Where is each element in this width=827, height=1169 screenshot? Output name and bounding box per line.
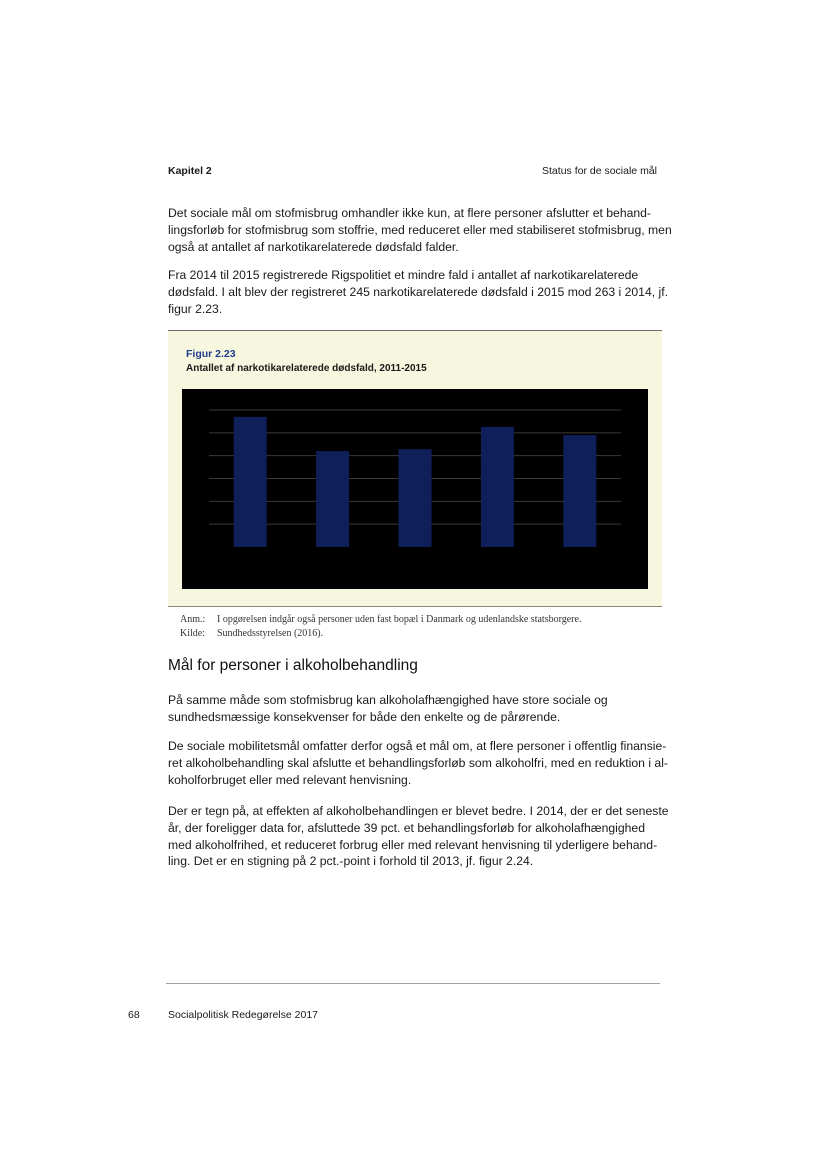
text-line: med alkoholfrihed, et reduceret forbrug eller med relevant henvisning til yderligere behand-	[168, 837, 658, 852]
intro-paragraph-2	[168, 267, 668, 317]
figure-label: Figur 2.23	[186, 348, 236, 360]
text-line: lingsforløb for stofmisbrug som stoffrie, med reduceret eller med stabiliseret stofmisbrug, men	[168, 222, 672, 237]
text-line: Fra 2014 til 2015 registrerede Rigspolitiet et mindre fald i antallet af narkotikarelaterede	[168, 268, 639, 282]
text-line: år, der foreligger data for, afsluttede 39 pct. et behandlingsforløb for alkoholafhængighed	[168, 820, 645, 835]
text-line: ret alkoholbehandling skal afslutte et behandlingsforløb som alkoholfri, med en reduktion i al-	[168, 755, 668, 770]
body-paragraph-1	[168, 692, 660, 726]
text-line: dødsfald. I alt blev der registreret 245 narkotikarelaterede dødsfald i 2015 mod 263 i 2014, jf.	[168, 284, 668, 299]
publication-title: Socialpolitisk Redegørelse 2017	[168, 1009, 318, 1021]
page-number: 68	[128, 1009, 140, 1021]
source-text: Sundhedsstyrelsen (2016).	[217, 628, 324, 639]
chart-bar-2015	[563, 435, 596, 547]
text-line: Det sociale mål om stofmisbrug omhandler ikke kun, at flere personer afslutter et behand-	[168, 206, 651, 220]
intro-paragraph-1	[168, 205, 672, 255]
body-paragraph-3	[168, 803, 669, 870]
body-paragraph-2	[168, 738, 668, 788]
text-line: På samme måde som stofmisbrug kan alkoholafhængighed have store sociale og	[168, 693, 608, 707]
text-line: også at antallet af narkotikarelaterede dødsfald falder.	[168, 239, 459, 254]
text-line: sundhedsmæssige konsekvenser for både den enkelte og de pårørende.	[168, 709, 561, 724]
text-line: Der er tegn på, at effekten af alkoholbehandlingen er blevet bedre. I 2014, der er det seneste	[168, 804, 669, 818]
figure-title: Antallet af narkotikarelaterede dødsfald, 2011-2015	[186, 363, 427, 374]
text-line: De sociale mobilitetsmål omfatter derfor også et mål om, at flere personer i offentlig finansie-	[168, 739, 667, 753]
note-text: I opgørelsen indgår også personer uden fast bopæl i Danmark og udenlandske statsborgere.	[217, 614, 582, 625]
source-key: Kilde:	[180, 628, 205, 639]
text-line: figur 2.23.	[168, 301, 223, 316]
chart-bar-2014	[481, 427, 514, 547]
figure-source	[180, 627, 323, 641]
bar-chart	[182, 389, 648, 589]
chart-bar-2011	[234, 417, 267, 547]
footer-rule	[166, 983, 660, 984]
chart-bar-2013	[399, 449, 432, 547]
chart-bar-2012	[316, 451, 349, 547]
figure-note	[180, 613, 581, 627]
note-key: Anm.:	[180, 614, 206, 625]
text-line: ling. Det er en stigning på 2 pct.-point i forhold til 2013, jf. figur 2.24.	[168, 854, 534, 869]
chapter-label: Kapitel 2	[168, 165, 212, 177]
section-heading: Mål for personer i alkoholbehandling	[168, 657, 418, 674]
text-line: koholforbruget eller med relevant henvisning.	[168, 772, 412, 787]
section-label: Status for de sociale mål	[542, 165, 657, 177]
